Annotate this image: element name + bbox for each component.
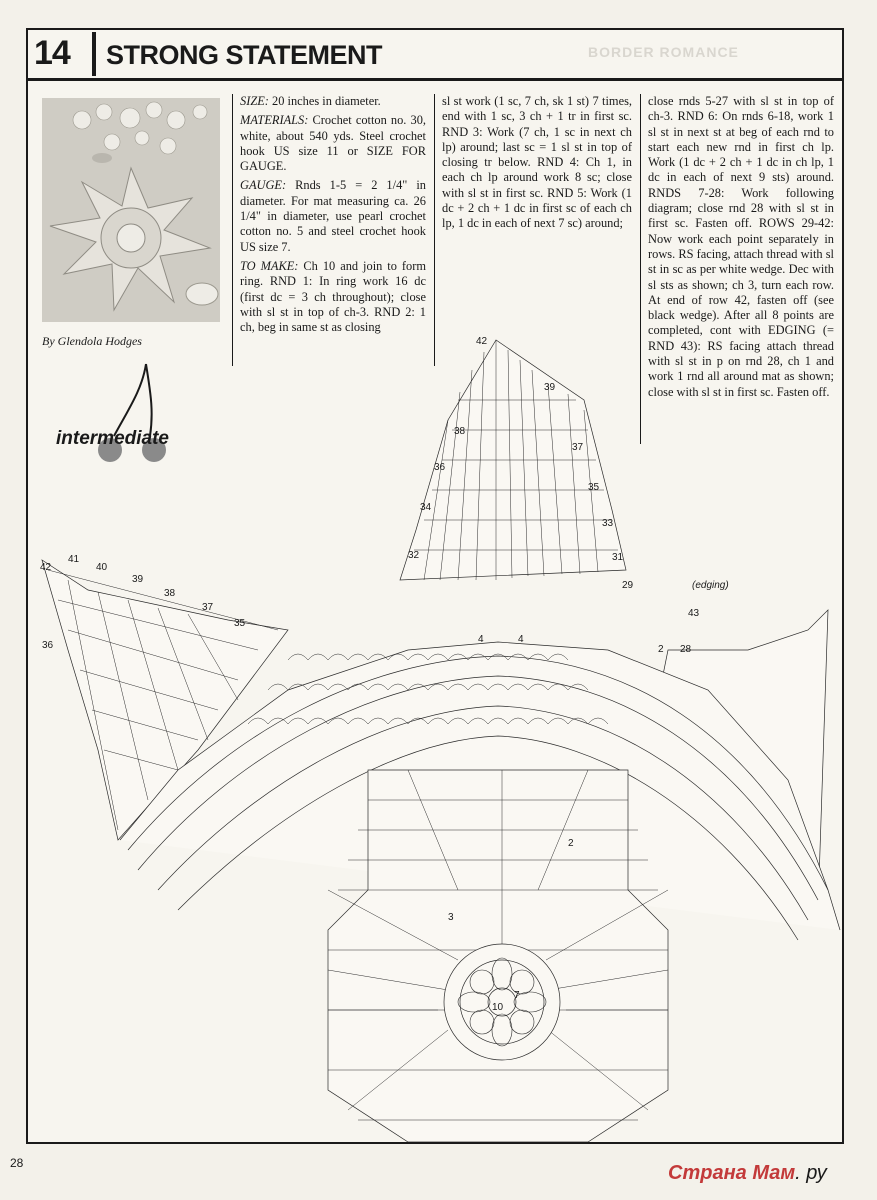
- column-rule-1: [232, 94, 233, 366]
- materials-paragraph: MATERIALS: Crochet cotton no. 30, white, about 540 yds. Steel crochet hook US size 11 or SIZE FOR GAUGE.: [240, 113, 426, 174]
- svg-text:39: 39: [544, 382, 556, 393]
- svg-text:36: 36: [434, 462, 446, 473]
- column-rule-2: [434, 94, 435, 366]
- bleed-through-title: BORDER ROMANCE: [588, 44, 739, 60]
- svg-text:28: 28: [680, 644, 692, 655]
- svg-text:4: 4: [518, 634, 524, 645]
- svg-text:4: 4: [478, 634, 484, 645]
- svg-text:35: 35: [234, 618, 246, 629]
- page-frame: [26, 28, 844, 1144]
- svg-text:43: 43: [688, 608, 700, 619]
- svg-text:2: 2: [568, 838, 574, 849]
- instructions-column-2: sl st work (1 sc, 7 ch, sk 1 st) 7 times, end with 1 sc, 3 ch + 1 tr in first sc. RND 3: Work (7 ch, 1 sc in next ch lp) around; last sc = 1 sl st in top of closing tr below. RND 4: Ch 1, in each ch lp around work 8 sc; close with sl st in first sc. RND 5: Work (1 dc + 2 ch + 1 dc in first sc of each ch lp, 1 dc in each of next 7 sc) around;: [442, 94, 632, 231]
- svg-text:37: 37: [572, 442, 584, 453]
- svg-text:(edging): (edging): [692, 580, 729, 591]
- size-paragraph: SIZE: 20 inches in diameter.: [240, 94, 381, 108]
- svg-text:33: 33: [602, 518, 614, 529]
- title-divider: [92, 32, 96, 76]
- skill-level-label: intermediate: [56, 428, 169, 449]
- page-number: 28: [10, 1156, 24, 1170]
- svg-text:10: 10: [492, 1002, 504, 1013]
- site-watermark: Страна Мам. ру: [668, 1162, 827, 1184]
- svg-text:34: 34: [420, 502, 432, 513]
- title-bar: [28, 30, 842, 81]
- to-make-paragraph: TO MAKE: Ch 10 and join to form ring. RND 1: In ring work 16 dc (first dc = 3 ch throughout); close with sl st in top of ch-3. RND 2: 1 ch, beg in same st as closing: [240, 258, 426, 335]
- svg-text:37: 37: [202, 602, 214, 613]
- svg-text:29: 29: [622, 580, 634, 591]
- svg-text:3: 3: [448, 912, 454, 923]
- svg-text:38: 38: [164, 588, 176, 599]
- doily-photo: [42, 98, 220, 322]
- designer-byline: By Glendola Hodges: [42, 334, 142, 348]
- svg-text:40: 40: [96, 562, 108, 573]
- svg-text:38: 38: [454, 426, 466, 437]
- svg-text:2: 2: [658, 644, 664, 655]
- svg-text:35: 35: [588, 482, 600, 493]
- svg-text:36: 36: [42, 640, 54, 651]
- svg-text:41: 41: [68, 554, 80, 565]
- svg-text:7: 7: [514, 990, 520, 1001]
- svg-text:42: 42: [476, 336, 488, 347]
- pattern-number: 14: [34, 34, 70, 72]
- svg-text:32: 32: [408, 550, 420, 561]
- instructions-column-3: close rnds 5-27 with sl st in top of ch-3. RND 6: On rnds 6-18, work 1 sl st in next st at beg of each rnd to start each new rnd in first ch lp. Work (1 dc + 2 ch + 1 dc in ch lp, 1 dc in each of next 9 sts) around. RNDS 7-28: Work following diagram; close rnd 28 with sl st in first sc. Fasten off. ROWS 29-42: Now work each point separately in rows. RS facing, attach thread with sl st in sc as per white wedge. Dec with sl sts as shown; ch 3, turn each row. At end of row 42, fasten off (see black wedge). After all 8 points are completed, cont with EDGING (= RND 43): RS facing attach thread with sl st in p on rnd 28, ch 1 and work 1 rnd all around mat as shown; close with sl st in first sc. Fasten off.: [648, 94, 834, 399]
- crochet-chart-diagram: [28, 330, 842, 1142]
- svg-text:39: 39: [132, 574, 144, 585]
- pattern-title: STRONG STATEMENT: [106, 40, 382, 70]
- svg-text:31: 31: [612, 552, 624, 563]
- gauge-paragraph: GAUGE: Rnds 1-5 = 2 1/4" in diameter. For mat measuring ca. 26 1/4" in diameter, use pearl crochet cotton no. 5 and steel crochet hook US size 7.: [240, 178, 426, 254]
- svg-text:42: 42: [40, 562, 52, 573]
- instructions-column-1: [240, 94, 426, 339]
